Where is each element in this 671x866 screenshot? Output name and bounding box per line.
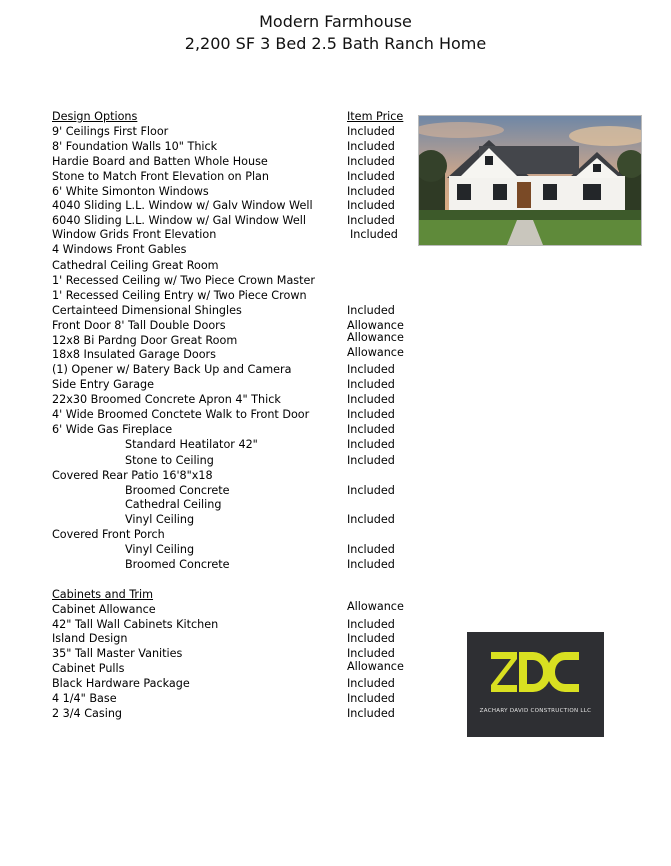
item-name: Hardie Board and Batten Whole House — [52, 155, 268, 168]
item-name: Side Entry Garage — [52, 378, 155, 391]
item-name: 9' Ceilings First Floor — [52, 125, 169, 138]
item-price: Included — [347, 543, 395, 556]
design-options-heading: Design Options — [52, 110, 138, 123]
document-title: Modern Farmhouse — [259, 12, 412, 31]
item-price: Allowance — [347, 660, 404, 673]
item-name: 4040 Sliding L.L. Window w/ Galv Window Well — [52, 199, 313, 212]
item-name: Standard Heatilator 42" — [125, 438, 258, 451]
item-price: Included — [347, 632, 395, 645]
cabinets-header — [0, 587, 671, 602]
list-item — [0, 273, 671, 288]
item-price: Included — [350, 228, 398, 241]
list-item — [0, 497, 671, 512]
item-price: Included — [347, 692, 395, 705]
item-name: Vinyl Ceiling — [125, 513, 195, 526]
farmhouse-illustration — [419, 116, 641, 245]
logo-company-name: ZACHARY DAVID CONSTRUCTION LLC — [479, 708, 592, 714]
item-price: Allowance — [347, 319, 404, 332]
list-item — [0, 437, 671, 452]
item-price: Included — [347, 199, 395, 212]
item-price: Included — [347, 454, 395, 467]
item-name: Certainteed Dimensional Shingles — [52, 304, 242, 317]
list-item — [0, 362, 671, 377]
list-item — [0, 542, 671, 557]
list-item — [0, 617, 671, 632]
item-price: Included — [347, 214, 395, 227]
item-name: 4 Windows Front Gables — [52, 243, 187, 256]
item-name: (1) Opener w/ Batery Back Up and Camera — [52, 363, 292, 376]
list-item — [0, 483, 671, 498]
item-name: 35" Tall Master Vanities — [52, 647, 183, 660]
list-item — [0, 512, 671, 527]
item-price: Included — [347, 513, 395, 526]
item-price: Included — [347, 423, 395, 436]
item-name: Cabinet Pulls — [52, 662, 125, 675]
list-item — [0, 557, 671, 572]
item-name: Black Hardware Package — [52, 677, 190, 690]
item-name: Stone to Match Front Elevation on Plan — [52, 170, 270, 183]
item-name: 22x30 Broomed Concrete Apron 4" Thick — [52, 393, 281, 406]
list-item — [0, 407, 671, 422]
item-price: Included — [347, 438, 395, 451]
item-name: Stone to Ceiling — [125, 454, 214, 467]
item-name: Broomed Concrete — [125, 558, 230, 571]
list-item — [0, 258, 671, 273]
item-price: Included — [347, 393, 395, 406]
item-name: Vinyl Ceiling — [125, 543, 195, 556]
item-name: Cathedral Ceiling — [125, 498, 222, 511]
item-price: Included — [347, 484, 395, 497]
list-item — [0, 602, 671, 617]
list-item — [0, 303, 671, 318]
document-subtitle: 2,200 SF 3 Bed 2.5 Bath Ranch Home — [184, 34, 487, 53]
item-price: Included — [347, 304, 395, 317]
item-price: Included — [347, 185, 395, 198]
item-name: Cathedral Ceiling Great Room — [52, 259, 219, 272]
item-name: 2 3/4 Casing — [52, 707, 123, 720]
list-item — [0, 527, 671, 542]
zdc-logo-icon — [467, 632, 604, 737]
item-name: Island Design — [52, 632, 128, 645]
list-item — [0, 422, 671, 437]
list-item — [0, 453, 671, 468]
item-price-heading: Item Price — [347, 110, 404, 123]
list-item — [0, 377, 671, 392]
list-item — [0, 318, 671, 333]
item-price: Included — [347, 558, 395, 571]
item-name: Covered Rear Patio 16'8"x18 — [52, 469, 213, 482]
cabinets-heading: Cabinets and Trim — [52, 588, 154, 601]
list-item — [0, 347, 671, 362]
item-name: 18x8 Insulated Garage Doors — [52, 348, 216, 361]
company-logo — [467, 632, 604, 737]
item-name: Front Door 8' Tall Double Doors — [52, 319, 226, 332]
item-name: 6' White Simonton Windows — [52, 185, 209, 198]
item-name: 6' Wide Gas Fireplace — [52, 423, 173, 436]
item-price: Included — [347, 378, 395, 391]
item-name: 4 1/4" Base — [52, 692, 117, 705]
item-name: Window Grids Front Elevation — [52, 228, 217, 241]
item-name: Covered Front Porch — [52, 528, 165, 541]
item-price: Allowance — [347, 331, 404, 344]
item-price: Included — [347, 618, 395, 631]
item-price: Included — [347, 140, 395, 153]
list-item — [0, 468, 671, 483]
list-item — [0, 288, 671, 303]
item-name: 12x8 Bi Pardng Door Great Room — [52, 334, 238, 347]
item-name: 1' Recessed Ceiling w/ Two Piece Crown Master — [52, 274, 316, 287]
item-name: 1' Recessed Ceiling Entry w/ Two Piece Crown — [52, 289, 307, 302]
list-item — [0, 333, 671, 348]
item-price: Included — [347, 707, 395, 720]
item-name: Broomed Concrete — [125, 484, 230, 497]
item-price: Allowance — [347, 600, 404, 613]
list-item — [0, 392, 671, 407]
item-price: Included — [347, 647, 395, 660]
item-name: 6040 Sliding L.L. Window w/ Gal Window Well — [52, 214, 306, 227]
house-photo — [418, 115, 642, 246]
item-price: Included — [347, 408, 395, 421]
item-price: Included — [347, 363, 395, 376]
item-price: Included — [347, 170, 395, 183]
item-name: Cabinet Allowance — [52, 603, 156, 616]
item-price: Included — [347, 677, 395, 690]
item-name: 42" Tall Wall Cabinets Kitchen — [52, 618, 219, 631]
item-price: Included — [347, 125, 395, 138]
item-name: 4' Wide Broomed Conctete Walk to Front Door — [52, 408, 310, 421]
item-price: Allowance — [347, 346, 404, 359]
item-name: 8' Foundation Walls 10" Thick — [52, 140, 218, 153]
item-price: Included — [347, 155, 395, 168]
